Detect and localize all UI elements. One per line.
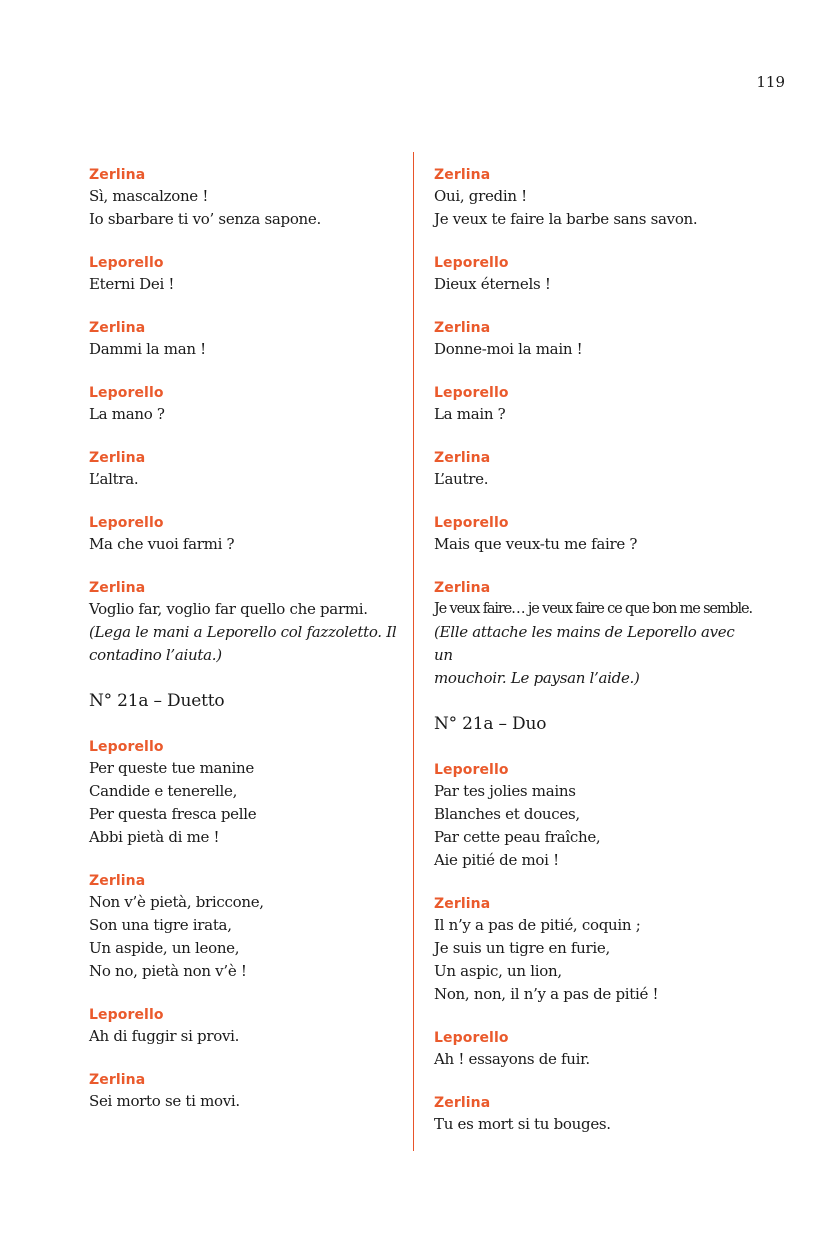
speaker-name: Zerlina bbox=[89, 580, 146, 596]
speaker-name: Leporello bbox=[89, 255, 164, 271]
verse-line: Dammi la man ! bbox=[89, 340, 206, 358]
dialogue-block bbox=[434, 895, 754, 1006]
verse-line: Voglio far, voglio far quello che parmi. bbox=[89, 600, 368, 618]
verse-line: Par tes jolies mains bbox=[434, 782, 576, 800]
speaker-name: Leporello bbox=[434, 762, 509, 778]
column-divider bbox=[413, 152, 414, 1151]
stage-direction: mouchoir. Le paysan l’aide.) bbox=[434, 669, 640, 687]
dialogue-block bbox=[89, 579, 409, 667]
speaker-name: Zerlina bbox=[89, 450, 146, 466]
verse-line: Blanches et douces, bbox=[434, 805, 580, 823]
speaker-name: Zerlina bbox=[434, 580, 491, 596]
dialogue-block bbox=[89, 872, 409, 983]
verse-line: Dieux éternels ! bbox=[434, 275, 551, 293]
speaker-name: Leporello bbox=[89, 739, 164, 755]
dialogue-block bbox=[89, 319, 409, 361]
italian-column bbox=[89, 166, 409, 1136]
french-column bbox=[434, 166, 754, 1159]
dialogue-block bbox=[89, 1071, 409, 1113]
verse-line: Abbi pietà di me ! bbox=[89, 828, 220, 846]
verse-line: Eterni Dei ! bbox=[89, 275, 175, 293]
speaker-name: Leporello bbox=[434, 1030, 509, 1046]
speaker-name: Zerlina bbox=[89, 167, 146, 183]
verse-line: Per questa fresca pelle bbox=[89, 805, 257, 823]
verse-line: Candide e tenerelle, bbox=[89, 782, 238, 800]
verse-line: Aie pitié de moi ! bbox=[434, 851, 559, 869]
speaker-name: Leporello bbox=[89, 385, 164, 401]
verse-line: Per queste tue manine bbox=[89, 759, 254, 777]
dialogue-block bbox=[434, 166, 754, 231]
speaker-name: Zerlina bbox=[434, 167, 491, 183]
verse-line: Donne-moi la main ! bbox=[434, 340, 583, 358]
speaker-name: Zerlina bbox=[434, 896, 491, 912]
verse-line: Par cette peau fraîche, bbox=[434, 828, 601, 846]
verse-line: L’altra. bbox=[89, 470, 139, 488]
verse-line: Son una tigre irata, bbox=[89, 916, 232, 934]
speaker-name: Zerlina bbox=[434, 320, 491, 336]
verse-line: Io sbarbare ti vo’ senza sapone. bbox=[89, 210, 321, 228]
verse-line: Sei morto se ti movi. bbox=[89, 1092, 240, 1110]
verse-line: Sì, mascalzone ! bbox=[89, 187, 209, 205]
speaker-name: Zerlina bbox=[89, 1072, 146, 1088]
dialogue-block bbox=[434, 1029, 754, 1071]
dialogue-block bbox=[434, 319, 754, 361]
section-heading: N° 21a – Duo bbox=[434, 714, 547, 734]
dialogue-block bbox=[89, 254, 409, 296]
page-number: 119 bbox=[756, 73, 785, 91]
verse-line: La main ? bbox=[434, 405, 506, 423]
verse-line: Je veux faire… je veux faire ce que bon me semble. bbox=[434, 601, 752, 617]
dialogue-block bbox=[89, 514, 409, 556]
speaker-name: Zerlina bbox=[434, 450, 491, 466]
section-heading: N° 21a – Duetto bbox=[89, 691, 225, 711]
verse-line: Oui, gredin ! bbox=[434, 187, 527, 205]
dialogue-block bbox=[434, 1094, 754, 1136]
speaker-name: Leporello bbox=[89, 515, 164, 531]
dialogue-block bbox=[434, 254, 754, 296]
speaker-name: Zerlina bbox=[434, 1095, 491, 1111]
verse-line: Ma che vuoi farmi ? bbox=[89, 535, 235, 553]
speaker-name: Leporello bbox=[434, 385, 509, 401]
verse-line: No no, pietà non v’è ! bbox=[89, 962, 247, 980]
verse-line: Non v’è pietà, briccone, bbox=[89, 893, 264, 911]
verse-line: L’autre. bbox=[434, 470, 489, 488]
dialogue-block bbox=[434, 579, 754, 690]
verse-line: Tu es mort si tu bouges. bbox=[434, 1115, 611, 1133]
dialogue-block bbox=[434, 384, 754, 426]
dialogue-block bbox=[434, 449, 754, 491]
verse-line: Il n’y a pas de pitié, coquin ; bbox=[434, 916, 641, 934]
dialogue-block bbox=[434, 761, 754, 872]
verse-line: Un aspic, un lion, bbox=[434, 962, 562, 980]
speaker-name: Zerlina bbox=[89, 873, 146, 889]
stage-direction: (Elle attache les mains de Leporello avec un bbox=[434, 623, 735, 664]
verse-line: Ah di fuggir si provi. bbox=[89, 1027, 240, 1045]
speaker-name: Zerlina bbox=[89, 320, 146, 336]
dialogue-block bbox=[89, 166, 409, 231]
dialogue-block bbox=[89, 738, 409, 849]
stage-direction: contadino l’aiuta.) bbox=[89, 646, 222, 664]
verse-line: Un aspide, un leone, bbox=[89, 939, 240, 957]
speaker-name: Leporello bbox=[89, 1007, 164, 1023]
speaker-name: Leporello bbox=[434, 515, 509, 531]
verse-line: Mais que veux-tu me faire ? bbox=[434, 535, 638, 553]
dialogue-block bbox=[89, 1006, 409, 1048]
verse-line: Ah ! essayons de fuir. bbox=[434, 1050, 590, 1068]
dialogue-block bbox=[434, 514, 754, 556]
speaker-name: Leporello bbox=[434, 255, 509, 271]
verse-line: La mano ? bbox=[89, 405, 165, 423]
verse-line: Je veux te faire la barbe sans savon. bbox=[434, 210, 698, 228]
dialogue-block bbox=[89, 384, 409, 426]
verse-line: Non, non, il n’y a pas de pitié ! bbox=[434, 985, 659, 1003]
stage-direction: (Lega le mani a Leporello col fazzoletto. Il bbox=[89, 623, 397, 641]
dialogue-block bbox=[89, 449, 409, 491]
verse-line: Je suis un tigre en furie, bbox=[434, 939, 610, 957]
